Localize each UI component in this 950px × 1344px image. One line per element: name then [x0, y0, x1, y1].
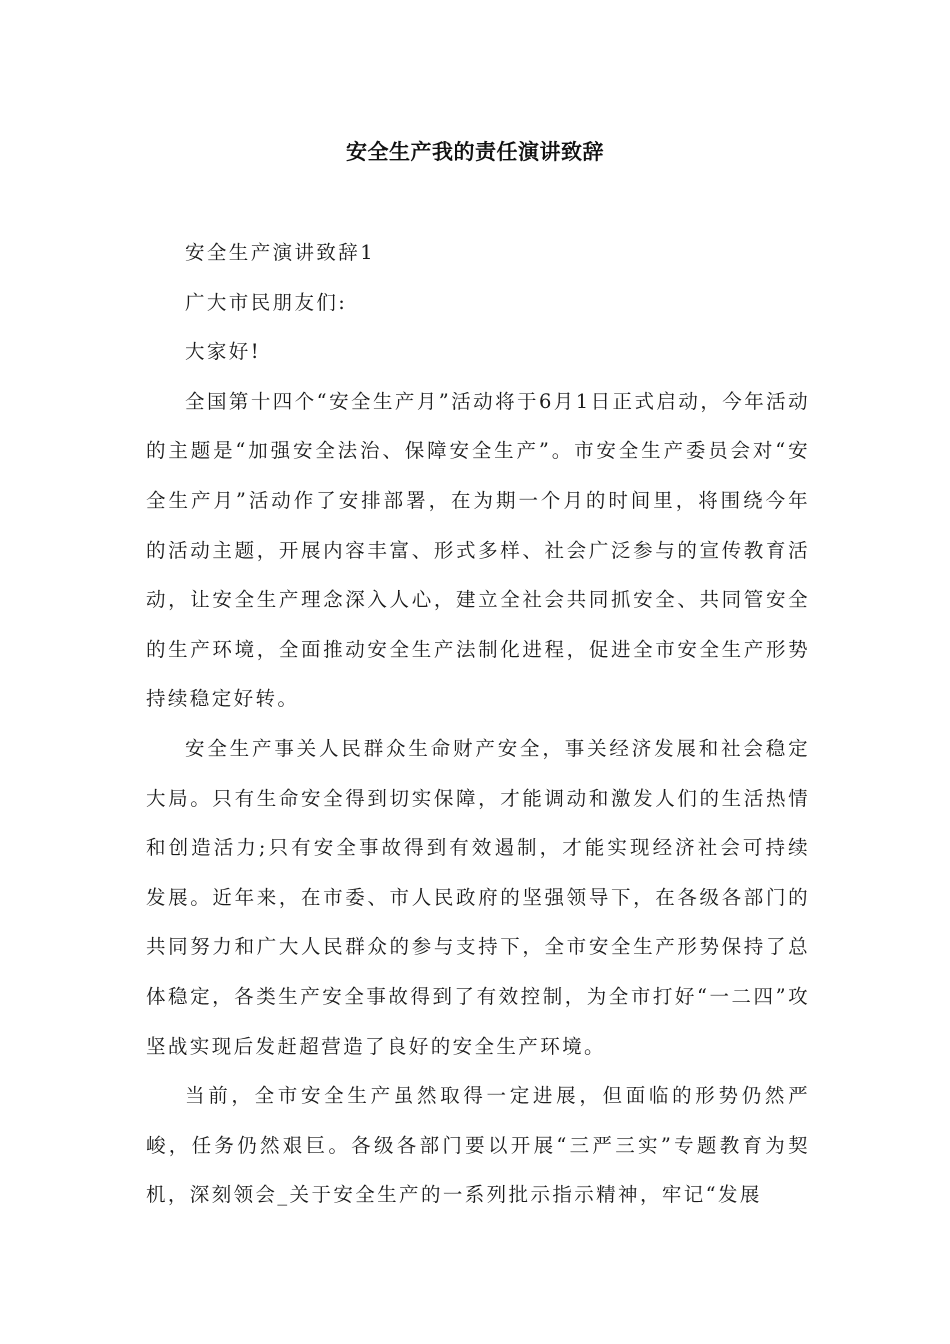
greeting: 大家好!: [185, 340, 261, 364]
document-body: [146, 228, 810, 1220]
section-heading: 安全生产演讲致辞1: [185, 241, 376, 264]
paragraph-intro: 全国第十四个“安全生产月”活动将于6月1日正式启动，今年活动的主题是“加强安全法治、保障安全生产”。市安全生产委员会对“安全生产月”活动作了安排部署，在为期一个月的时间里，将围绕今年的活动主题，开展内容丰富、形式多样、社会广泛参与的宣传教育活动，让安全生产理念深入人心，建立全社会共同抓安全、共同管安全的生产环境，全面推动安全生产法制化进程，促进全市安全生产形势持续稳定好转。: [146, 389, 810, 711]
paragraph-importance: 安全生产事关人民群众生命财产安全，事关经济发展和社会稳定大局。只有生命安全得到切实保障，才能调动和激发人们的生活热情和创造活力;只有安全事故得到有效遏制，才能实现经济社会可持续发展。近年来，在市委、市人民政府的坚强领导下，在各级各部门的共同努力和广大人民群众的参与支持下，全市安全生产形势保持了总体稳定，各类生产安全事故得到了有效控制，为全市打好“一二四”攻坚战实现后发赶超营造了良好的安全生产环境。: [146, 736, 810, 1058]
salutation: 广大市民朋友们:: [185, 290, 348, 314]
paragraph-current-situation: 当前，全市安全生产虽然取得一定进展，但面临的形势仍然严峻，任务仍然艰巨。各级各部门要以开展“三严三实”专题教育为契机，深刻领会_关于安全生产的一系列批示指示精神，牢记“发展: [146, 1084, 810, 1207]
document-title: 安全生产我的责任演讲致辞: [346, 140, 604, 164]
